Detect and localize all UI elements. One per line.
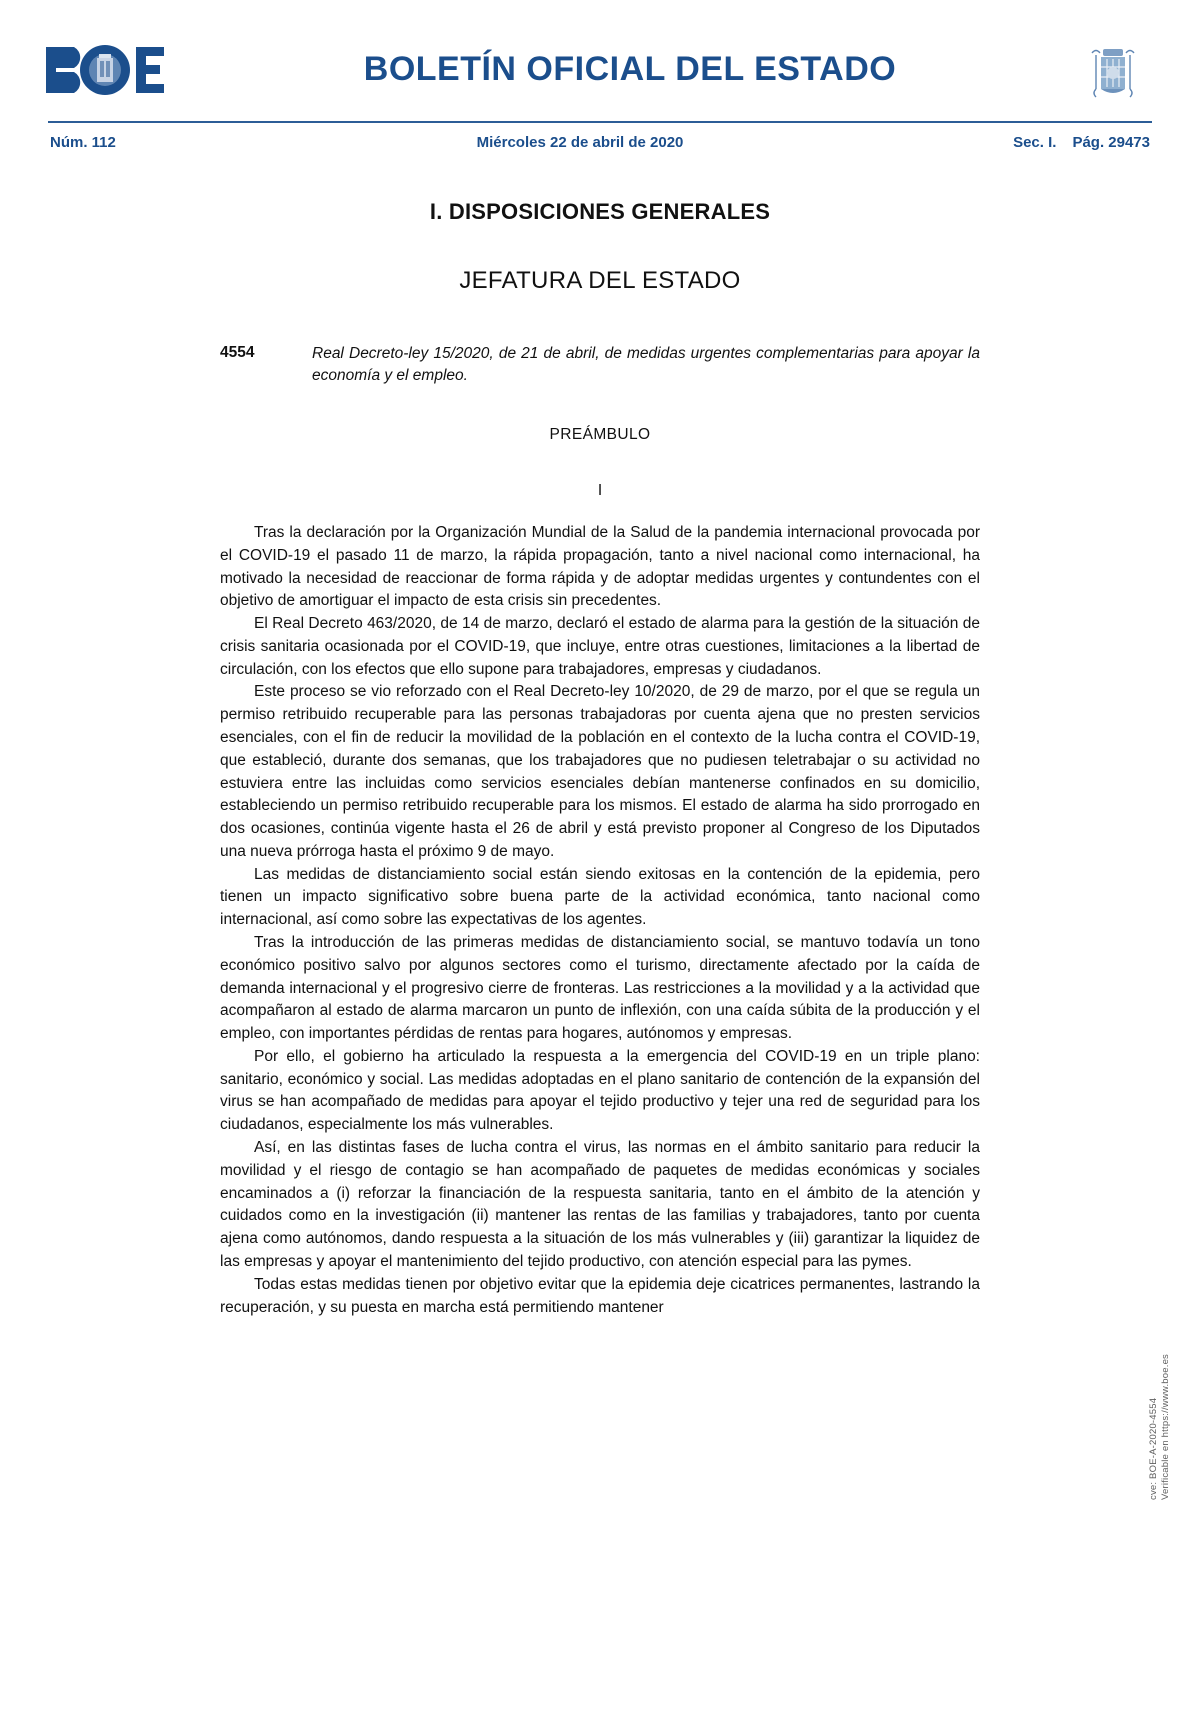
- paragraph: Así, en las distintas fases de lucha contra el virus, las normas en el ámbito sanitario para reducir la movilidad y el riesgo de contagio se han acompañado de paquetes de medidas económicas y sociales encaminados a (i) reforzar la financiación de la respuesta sanitaria, tanto en el ámbito de la atención y cuidados como en la investigación (ii) mantener las rentas de las familias y trabajadores, tanto por cuenta ajena como autónomos, dando respuesta a la situación de los más vulnerables y (iii) garantizar la liquidez de las empresas y apoyar el mantenimiento del tejido productivo, con atención especial para las pymes.: [220, 1139, 980, 1270]
- preamble-heading: PREÁMBULO: [549, 425, 651, 443]
- page-title: BOLETÍN OFICIAL DEL ESTADO: [363, 50, 897, 88]
- paragraph: El Real Decreto 463/2020, de 14 de marzo, declaró el estado de alarma para la gestión de la situación de crisis sanitaria ocasionada por el COVID-19, que incluye, entre otras cuestiones, limitaciones a la libertad de circulación, con los efectos que ello supone para trabajadores, empresas y ciudadanos.: [220, 615, 980, 678]
- paragraph: Este proceso se vio reforzado con el Real Decreto-ley 10/2020, de 29 de marzo, por el que se regula un permiso retribuido recuperable para las personas trabajadoras por cuenta ajena que no presten servicios esenciales, con el fin de reducir la movilidad de la población en el contexto de la lucha contra el COVID-19, que estableció, durante dos semanas, que los trabajadores que no pudiesen teletrabajar o su actividad no estuviera entre las incluidas como servicios esenciales debían mantenerse confinados en su domicilio, estableciendo un permiso retribuido recuperable para los mismos. El estado de alarma ha sido prorrogado en dos ocasiones, continúa vigente hasta el 26 de abril y está previsto proponer al Congreso de los Diputados una nueva prórroga hasta el próximo 9 de mayo.: [220, 683, 980, 860]
- boe-logo: [44, 43, 166, 97]
- cve-code: cve: BOE-A-2020-4554: [1148, 1397, 1159, 1500]
- paragraph: Por ello, el gobierno ha articulado la respuesta a la emergencia del COVID-19 en un triple plano: sanitario, económico y social. Las medidas adoptadas en el plano sanitario de contención de la expansión del virus se han acompañado de medidas para apoyar el tejido productivo y tejer una red de seguridad para los ciudadanos, especialmente los más vulnerables.: [220, 1047, 980, 1134]
- paragraph: Tras la declaración por la Organización Mundial de la Salud de la pandemia internacional provocada por el COVID-19 el pasado 11 de marzo, la rápida propagación, tanto a nivel nacional como internacional, ha motivado la necesidad de reaccionar de forma rápida y de adoptar medidas urgentes y contundentes con el objetivo de amortiguar el impacto de esta crisis sin precedentes.: [220, 523, 980, 610]
- roman-numeral-heading: I: [597, 481, 603, 499]
- page-number: Pág. 29473: [1072, 134, 1150, 151]
- issue-number: Núm. 112: [50, 134, 116, 151]
- paragraph: Las medidas de distanciamiento social están siendo exitosas en la contención de la epidemia, pero tienen un impacto significativo sobre buena parte de la actividad económica, tanto nacional como internacional, así como sobre las expectativas de los agentes.: [220, 865, 980, 929]
- section-label: Sec. I.: [1013, 134, 1057, 151]
- disposition-entry: [220, 343, 980, 388]
- disposition-title: Real Decreto-ley 15/2020, de 21 de abril, de medidas urgentes complementarias para apoyar la economía y el empleo.: [312, 345, 980, 385]
- section-and-page: [920, 134, 1150, 151]
- paragraph: Tras la introducción de las primeras medidas de distanciamiento social, se mantuvo todavía un tono económico positivo salvo por algunos sectores como el turismo, directamente afectado por la caída de demanda internacional y el progresivo cierre de fronteras. Las restricciones a la movilidad y a la actividad que acompañaron al estado de alarma marcaron un punto de inflexión, con una caída súbita de la producción y el empleo, con importantes pérdidas de rentas para hogares, autónomos y empresas.: [220, 934, 980, 1043]
- masthead: [40, 0, 1160, 117]
- paragraph: Todas estas medidas tienen por objetivo evitar que la epidemia deje cicatrices permanentes, lastrando la recuperación, y su puesta en marcha está permitiendo mantener: [220, 1275, 980, 1316]
- organ-heading: JEFATURA DEL ESTADO: [459, 267, 741, 294]
- disposition-number: 4554: [220, 344, 255, 361]
- cve-verify-url: Verificable en https://www.boe.es: [1159, 1353, 1171, 1500]
- info-bar: [40, 123, 1160, 151]
- cve-verification-stamp: [1148, 1240, 1174, 1500]
- spain-coat-of-arms-icon: [1084, 39, 1142, 101]
- preamble-body: [220, 522, 980, 1319]
- issue-date: Miércoles 22 de abril de 2020: [476, 134, 684, 151]
- document-content: [220, 151, 980, 1319]
- section-heading: I. DISPOSICIONES GENERALES: [429, 199, 771, 224]
